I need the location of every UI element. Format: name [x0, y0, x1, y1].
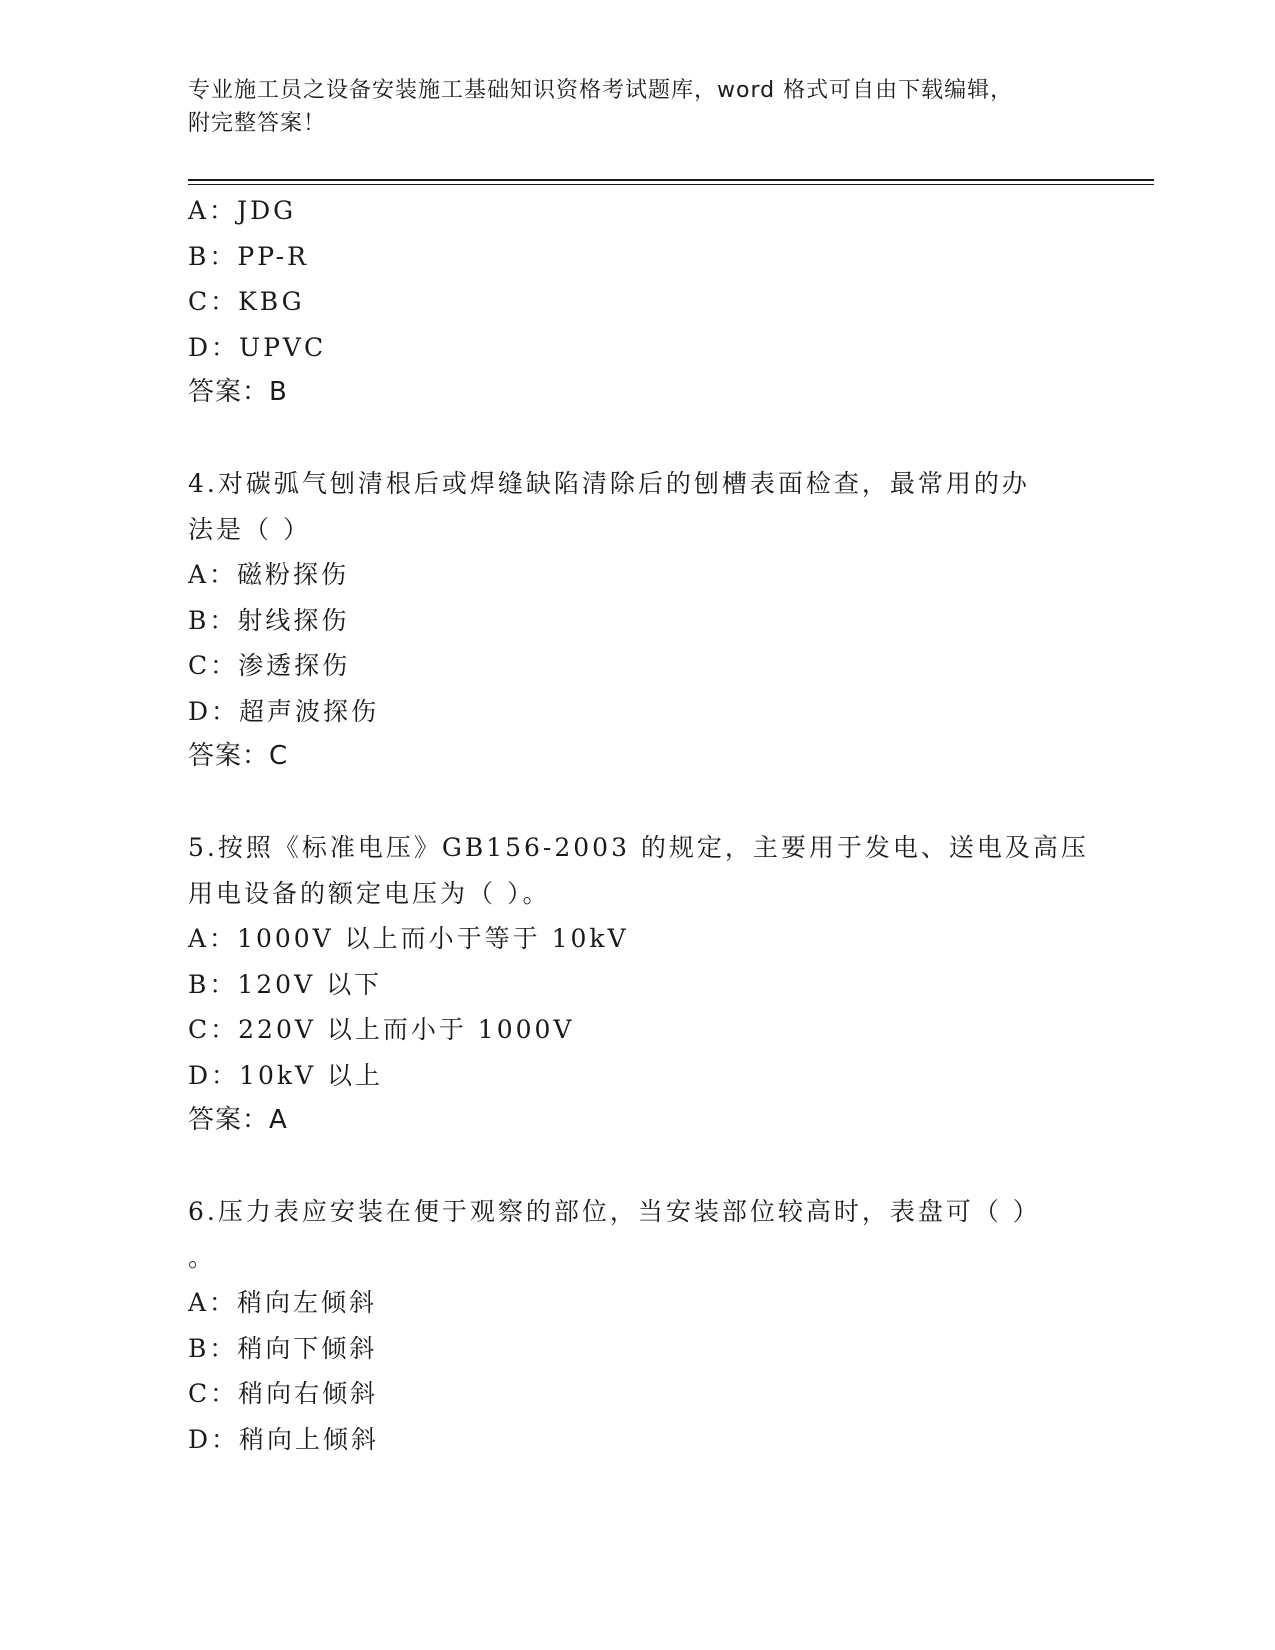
q4-option-b: B：射线探伤 [188, 605, 350, 635]
q5-stem-line-1: 5.按照《标准电压》GB156-2003 的规定，主要用于发电、送电及高压 [188, 833, 1089, 862]
q5-option-b: B：120V 以下 [188, 969, 383, 999]
question-6-block [188, 1189, 1088, 1462]
q6-option-b: B：稍向下倾斜 [188, 1333, 378, 1363]
q6-stem-line-2: 。 [188, 1242, 217, 1272]
question-4-block [188, 461, 1088, 780]
q3-option-d: D：UPVC [188, 332, 327, 362]
q4-stem-line-2: 法是（ ） [188, 514, 311, 544]
q4-stem-line-1: 4.对碳弧气刨清根后或焊缝缺陷清除后的刨槽表面检查，最常用的办 [188, 469, 1030, 498]
q4-option-c: C：渗透探伤 [188, 651, 351, 680]
header-divider-thin [188, 184, 1154, 185]
question-3-block [188, 188, 1088, 416]
q5-option-c: C：220V 以上而小于 1000V [188, 1015, 575, 1044]
q6-option-a: A：稍向左倾斜 [188, 1288, 378, 1317]
header-divider-thick [188, 179, 1154, 181]
question-5-block [188, 825, 1088, 1144]
q5-option-a: A：1000V 以上而小于等于 10kV [188, 924, 629, 953]
header-line-1: 专业施工员之设备安装施工基础知识资格考试题库，word 格式可自由下载编辑， [188, 78, 1014, 103]
spacer [188, 1144, 1088, 1190]
q5-option-d: D：10kV 以上 [188, 1060, 384, 1090]
document-header [188, 74, 1088, 140]
question-content [188, 188, 1088, 1462]
q4-option-a: A：磁粉探伤 [188, 560, 350, 589]
spacer [188, 780, 1088, 826]
q6-option-d: D：稍向上倾斜 [188, 1424, 380, 1454]
q4-answer: 答案：C [188, 741, 289, 771]
q6-option-c: C：稍向右倾斜 [188, 1379, 379, 1408]
q3-option-a: A：JDG [188, 196, 297, 225]
q5-stem-line-2: 用电设备的额定电压为（ ）。 [188, 878, 551, 908]
header-line-2: 附完整答案！ [188, 111, 327, 136]
q5-answer: 答案：A [188, 1105, 288, 1135]
q6-stem-line-1: 6.压力表应安装在便于观察的部位，当安装部位较高时，表盘可（ ） [188, 1197, 1041, 1226]
q4-option-d: D：超声波探伤 [188, 696, 380, 726]
q3-answer: 答案：B [188, 377, 288, 407]
q3-option-b: B：PP-R [188, 241, 309, 271]
spacer [188, 416, 1088, 462]
q3-option-c: C：KBG [188, 287, 305, 316]
